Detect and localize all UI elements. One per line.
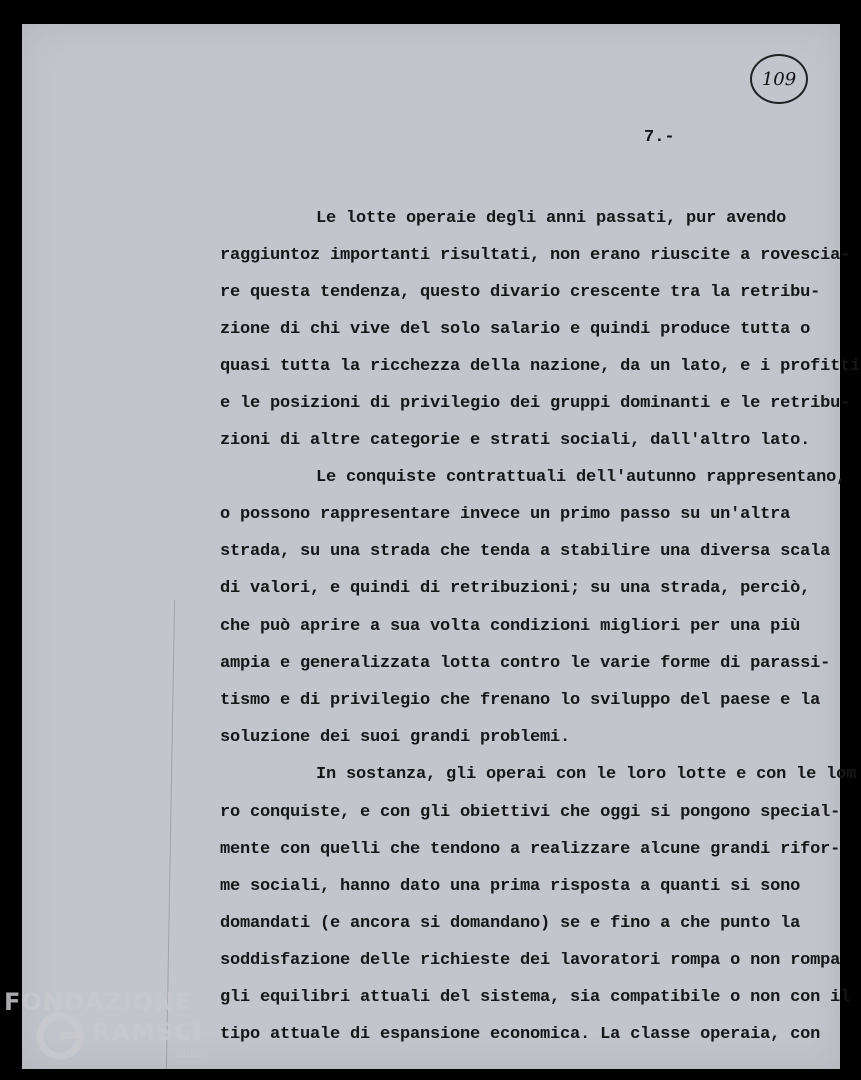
- text-line: che può aprire a sua volta condizioni migliori per una più: [220, 617, 801, 636]
- text-line: re questa tendenza, questo divario crescente tra la retribu-: [220, 283, 821, 302]
- text-line: di valori, e quindi di retribuzioni; su una strada, perciò,: [220, 579, 811, 598]
- text-line: tipo attuale di espansione economica. La classe operaia, con: [220, 1025, 821, 1044]
- text-line: In sostanza, gli operai con le loro lotte e con le lom: [316, 765, 857, 784]
- text-line: ampia e generalizzata lotta contro le varie forme di parassi-: [220, 654, 831, 673]
- watermark-g-logo-icon: [34, 1010, 86, 1062]
- fondazione-gramsci-watermark: [0, 984, 230, 1080]
- text-line: ro conquiste, e con gli obiettivi che oggi si pongono special-: [220, 803, 841, 822]
- text-line: me sociali, hanno dato una prima risposta a quanti si sono: [220, 877, 801, 896]
- text-line: e le posizioni di privilegio dei gruppi dominanti e le retribu-: [220, 394, 851, 413]
- text-line: Le lotte operaie degli anni passati, pur avendo: [316, 209, 787, 228]
- text-line: soluzione dei suoi grandi problemi.: [220, 728, 571, 747]
- text-line: zione di chi vive del solo salario e quindi produce tutta o: [220, 320, 811, 339]
- text-line: Le conquiste contrattuali dell'autunno rappresentano,: [316, 468, 847, 487]
- text-line: tismo e di privilegio che frenano lo sviluppo del paese e la: [220, 691, 821, 710]
- archive-stamp-number: 109: [750, 54, 808, 104]
- page-number: 7.-: [644, 128, 675, 147]
- text-line: soddisfazione delle richieste dei lavoratori rompa o non rompa: [220, 951, 841, 970]
- watermark-line3: onlus: [176, 1048, 206, 1061]
- watermark-line1: FONDAZIONE: [4, 988, 193, 1016]
- watermark-line2: RAMSCI: [92, 1018, 203, 1046]
- text-line: zioni di altre categorie e strati sociali, dall'altro lato.: [220, 431, 811, 450]
- text-line: raggiuntoz importanti risultati, non erano riuscite a rovescia-: [220, 246, 851, 265]
- text-line: quasi tutta la ricchezza della nazione, da un lato, e i profitti: [220, 357, 861, 376]
- text-line: strada, su una strada che tenda a stabilire una diversa scala: [220, 542, 831, 561]
- text-line: domandati (e ancora si domandano) se e fino a che punto la: [220, 914, 801, 933]
- text-line: mente con quelli che tendono a realizzare alcune grandi rifor-: [220, 840, 841, 859]
- text-line: gli equilibri attuali del sistema, sia compatibile o non con il: [220, 988, 851, 1007]
- text-line: o possono rappresentare invece un primo passo su un'altra: [220, 505, 791, 524]
